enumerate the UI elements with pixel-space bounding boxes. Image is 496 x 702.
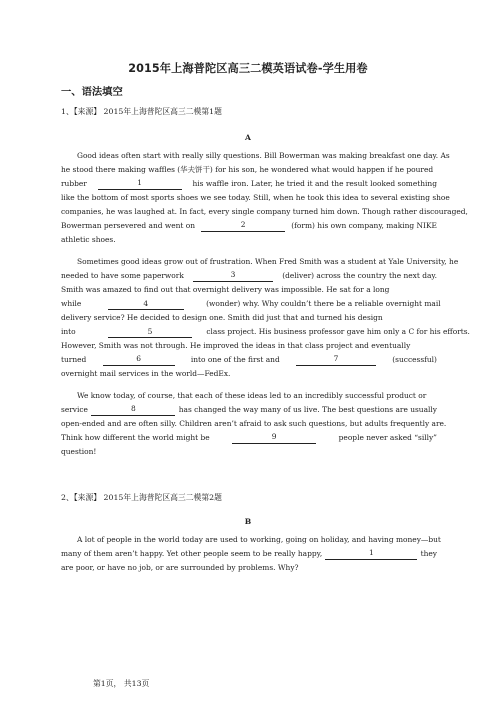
text-line: like the bottom of most sports shoes we see today. Still, when he took this idea to several existing shoe	[61, 193, 450, 202]
text-segment: class project. His business professor gave him only a C for his efforts.	[206, 327, 470, 336]
text-segment: has changed the way many of us live. The best questions are usually	[178, 405, 437, 414]
section-heading: 一、语法填空	[61, 86, 123, 98]
answer-blank-2[interactable]: 2	[201, 220, 285, 232]
text-line	[61, 220, 437, 232]
text-segment: rubber	[61, 179, 87, 188]
text-segment: while	[61, 299, 82, 308]
answer-blank-7[interactable]: 7	[296, 354, 376, 366]
text-segment: (successful)	[392, 355, 437, 364]
text-segment: they	[420, 549, 437, 558]
answer-blank-4[interactable]: 4	[108, 299, 184, 310]
answer-blank-3[interactable]: 3	[193, 270, 273, 282]
text-line: A lot of people in the world today are used to working, going on holiday, and having money—but	[77, 535, 441, 544]
question-source-2: 2、【来源】 2015年上海普陀区高三二模第2题	[61, 493, 222, 502]
passage-letter-a: A	[245, 133, 251, 142]
text-segment: (wonder) why. Why couldn’t there be a reliable overnight mail	[206, 299, 441, 308]
text-segment: many of them aren’t happy. Yet other people seem to be really happy,	[61, 549, 323, 558]
text-line: We know today, of course, that each of these ideas led to an incredibly successful product or	[77, 391, 427, 400]
question-source-1: 1、【来源】 2015年上海普陀区高三二模第1题	[61, 107, 222, 116]
page-title: 2015年上海普陀区高三二模英语试卷-学生用卷	[128, 62, 368, 75]
text-line: he stood there making waffles (华夫饼干) for his son, he wondered what would happen if he poured	[61, 165, 434, 174]
text-line	[61, 178, 437, 190]
answer-blank-5[interactable]: 5	[108, 327, 192, 338]
answer-blank-1[interactable]: 1	[325, 548, 417, 560]
page-number-footer: 第1页， 共13页	[93, 679, 150, 688]
text-segment: his waffle iron. Later, he tried it and the result looked something	[192, 179, 437, 188]
text-segment: into	[61, 327, 76, 336]
answer-blank-8[interactable]: 8	[91, 404, 175, 416]
text-line	[61, 432, 437, 444]
text-segment: into one of the first and	[190, 355, 280, 364]
text-segment: (form) his own company, making NIKE	[291, 221, 437, 230]
text-line: overnight mail services in the world—FedEx.	[61, 369, 231, 378]
text-line	[61, 326, 470, 338]
text-line	[61, 404, 437, 416]
text-segment: (deliver) across the country the next day.	[282, 271, 437, 280]
text-segment: turned	[61, 355, 87, 364]
answer-blank-9[interactable]: 9	[232, 432, 316, 444]
text-line: open-ended and are often silly. Children aren’t afraid to ask such questions, but adults frequently are.	[61, 419, 447, 428]
text-line	[61, 270, 437, 282]
text-line: However, Smith was not through. He improved the ideas in that class project and eventually	[61, 341, 411, 350]
passage-letter-b: B	[244, 517, 252, 526]
text-line: Good ideas often start with really silly questions. Bill Bowerman was making breakfast one day. As	[77, 151, 450, 160]
text-line: companies, he was laughed at. In fact, every single company turned him down. Though rather discouraged,	[61, 207, 468, 216]
text-line: delivery service? He decided to design one. Smith did just that and turned his design	[61, 313, 383, 322]
text-segment: needed to have some paperwork	[61, 271, 184, 280]
text-line: athletic shoes.	[61, 235, 116, 244]
text-segment: Think how different the world might be	[61, 433, 210, 442]
text-line	[61, 354, 437, 366]
answer-blank-6[interactable]: 6	[103, 354, 175, 366]
text-segment: Bowerman persevered and went on	[61, 221, 196, 230]
text-line: are poor, or have no job, or are surrounded by problems. Why?	[61, 563, 299, 572]
text-segment: people never asked “silly”	[338, 433, 437, 442]
text-line: question!	[61, 447, 97, 456]
answer-blank-1[interactable]: 1	[98, 178, 182, 190]
text-line	[61, 298, 441, 310]
text-line: Smith was amazed to find out that overnight delivery was impossible. He sat for a long	[61, 285, 390, 294]
text-segment: service	[61, 405, 88, 414]
text-line	[61, 548, 437, 560]
text-line: Sometimes good ideas grow out of frustration. When Fred Smith was a student at Yale University, he	[77, 257, 459, 266]
